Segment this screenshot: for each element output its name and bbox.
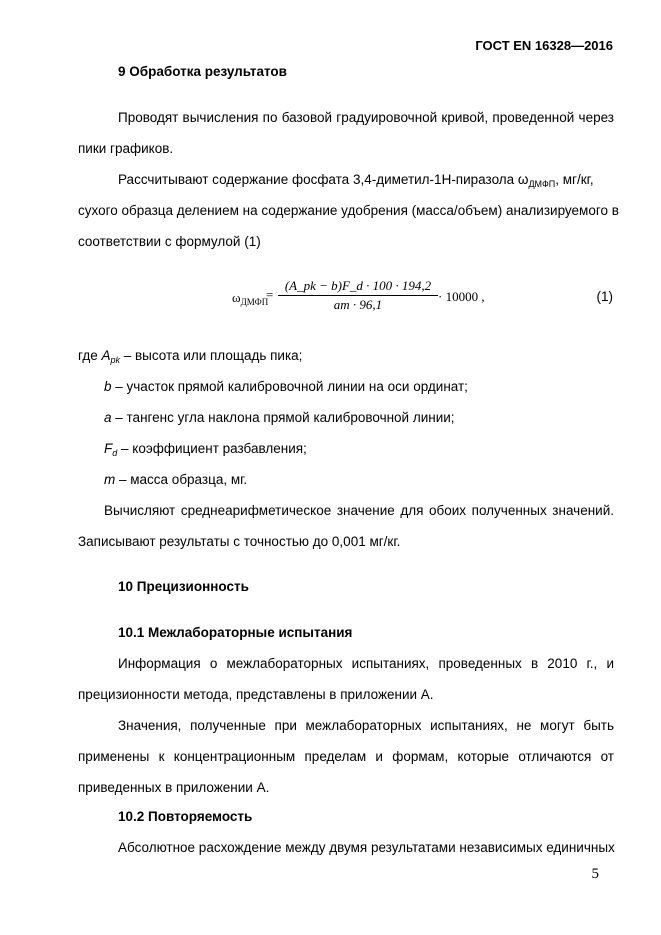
s101-p2-line2: применены к концентрационным пределам и формам, которые отличаются от <box>78 749 614 764</box>
def-fd <box>104 441 307 458</box>
s9-p1-line2: пики графиков. <box>78 141 174 156</box>
s9-p2-line1-text <box>118 172 594 189</box>
s101-p1-line1: Информация о межлабораторных испытаниях, проведенных в 2010 г., и <box>118 656 614 671</box>
s9-p1-line1: Проводят вычисления по базовой градуировочной кривой, проведенной через <box>118 110 614 125</box>
s101-p2-line3: приведенных в приложении А. <box>78 780 270 795</box>
def-apk-text: – высота или площадь пика; <box>120 348 303 363</box>
s9-p2-line1 <box>118 172 614 189</box>
def-a-symbol: a <box>104 410 112 425</box>
formula-omega <box>232 290 268 307</box>
s9-p2-line3: соответствии с формулой (1) <box>78 234 261 249</box>
def-apk <box>78 348 614 365</box>
section-10-title: 10 Прецизионность <box>118 579 249 594</box>
def-fd-symbol: F <box>104 441 113 456</box>
def-a <box>104 410 455 425</box>
mean-line2: Записывают результаты с точностью до 0,001 мг/кг. <box>78 534 401 549</box>
def-lead: где <box>78 348 98 363</box>
formula-omega-symbol: ω <box>232 290 241 305</box>
def-m-symbol: m <box>104 472 116 487</box>
def-a-text: – тангенс угла наклона прямой калибровочной линии; <box>111 410 455 425</box>
formula-number: (1) <box>596 289 613 304</box>
def-m <box>104 472 247 487</box>
def-apk-subscript: pk <box>110 355 120 365</box>
def-fd-text: – коэффициент разбавления; <box>117 441 307 456</box>
formula-omega-subscript: ДМФП <box>240 297 269 307</box>
formula-denominator: am · 96,1 <box>333 297 383 312</box>
def-fd-subscript: d <box>112 448 118 458</box>
s9-p2-text-a: Рассчитывают содержание фосфата 3,4-диметил-1Н-пиразола ω <box>118 172 529 187</box>
def-apk-symbol: A <box>101 348 111 363</box>
s101-p2-line1: Значения, полученные при межлабораторных испытаниях, не могут быть <box>118 718 614 733</box>
def-b <box>104 379 468 394</box>
def-m-text: – масса образца, мг. <box>115 472 248 487</box>
def-b-text: – участок прямой калибровочной линии на оси ординат; <box>111 379 468 394</box>
s9-p2-text-b: , мг/кг, <box>555 172 594 187</box>
omega-subscript: ДМФП <box>528 179 556 189</box>
formula-numerator: (A_pk − b)F_d · 100 · 194,2 <box>278 278 438 296</box>
s101-p1-line2: прецизионности метода, представлены в приложении А. <box>78 687 434 702</box>
def-b-symbol: b <box>104 379 112 394</box>
section-10-1-title: 10.1 Межлабораторные испытания <box>118 625 353 640</box>
section-9-title: 9 Обработка результатов <box>118 64 287 79</box>
s102-p1-line1: Абсолютное расхождение между двумя результатами независимых единичных <box>118 840 615 855</box>
formula-equals: = <box>266 287 274 302</box>
s9-p2-line2: сухого образца делением на содержание удобрения (масса/объем) анализируемого в <box>78 203 619 218</box>
formula-fraction <box>278 278 438 313</box>
page-number: 5 <box>591 866 599 882</box>
section-10-2-title: 10.2 Повторяемость <box>118 809 253 824</box>
mean-line1: Вычисляют среднеарифметическое значение для обоих полученных значений. <box>104 503 614 518</box>
standard-header: ГОСТ EN 16328—2016 <box>475 38 613 53</box>
formula-multiplier: · 10000 , <box>438 289 485 304</box>
